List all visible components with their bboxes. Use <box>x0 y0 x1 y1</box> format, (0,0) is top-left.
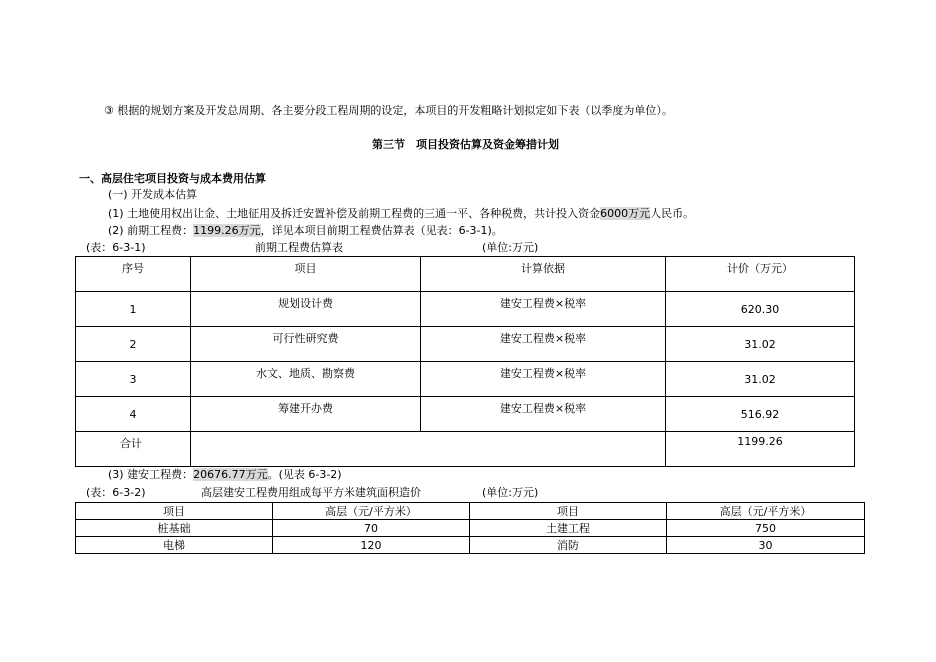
header-cell: 高层（元/平方米） <box>667 503 865 520</box>
land-cost-suffix: 人民币。 <box>650 207 695 220</box>
land-cost-amount: 6000万元 <box>600 207 651 220</box>
table-cell: 1 <box>76 292 191 327</box>
unit-cost-table <box>75 502 865 554</box>
total-label-cell: 合计 <box>76 432 191 467</box>
table-cell: 筹建开办费 <box>191 397 421 432</box>
preliminary-cost-prefix: (2) 前期工程费： <box>108 224 194 237</box>
table-cell: 120 <box>273 537 470 554</box>
table-total-row <box>76 432 855 467</box>
paragraph-land-cost <box>108 207 694 221</box>
header-cell: 项目 <box>191 257 421 292</box>
header-cell: 项目 <box>76 503 273 520</box>
table2-unit: (单位:万元) <box>482 486 539 499</box>
table-row <box>76 397 855 432</box>
header-cell: 高层（元/平方米） <box>273 503 470 520</box>
table-cell: 31.02 <box>666 327 855 362</box>
header-cell: 计价（万元） <box>666 257 855 292</box>
table1-label: (表：6-3-1) <box>86 241 146 254</box>
land-cost-prefix: (1) 土地使用权出让金、土地征用及拆迁安置补偿及前期工程费的三通一平、各种税费，共计投入资金 <box>108 207 601 220</box>
header-cell: 计算依据 <box>421 257 666 292</box>
table2-label: (表：6-3-2) <box>86 486 146 499</box>
construction-cost-prefix: (3) 建安工程费： <box>108 468 194 481</box>
table-cell: 750 <box>667 520 865 537</box>
table-row <box>76 537 865 554</box>
table-cell: 70 <box>273 520 470 537</box>
table-header-row <box>76 257 855 292</box>
paragraph-preliminary-cost <box>108 224 503 238</box>
table-cell: 规划设计费 <box>191 292 421 327</box>
heading-investment: 一、高层住宅项目投资与成本费用估算 <box>79 172 266 185</box>
section-title: 第三节 项目投资估算及资金筹措计划 <box>372 138 559 151</box>
table-cell: 2 <box>76 327 191 362</box>
total-value-cell: 1199.26 <box>666 432 855 467</box>
table-cell: 建安工程费×税率 <box>421 362 666 397</box>
table-cell: 4 <box>76 397 191 432</box>
table-cell: 30 <box>667 537 865 554</box>
preliminary-cost-suffix: ，详见本项目前期工程费估算表（见表：6-3-1)。 <box>260 224 503 237</box>
table-cell: 水文、地质、勘察费 <box>191 362 421 397</box>
heading-dev-cost: (一) 开发成本估算 <box>108 188 198 201</box>
header-cell: 项目 <box>470 503 667 520</box>
table-cell: 建安工程费×税率 <box>421 397 666 432</box>
table-cell: 土建工程 <box>470 520 667 537</box>
table-cell: 电梯 <box>76 537 273 554</box>
table2-title: 高层建安工程费用组成每平方米建筑面积造价 <box>201 486 421 499</box>
table-cell: 建安工程费×税率 <box>421 292 666 327</box>
table-header-row <box>76 503 865 520</box>
table-cell: 3 <box>76 362 191 397</box>
table-cell: 消防 <box>470 537 667 554</box>
paragraph-construction-cost <box>108 468 342 482</box>
table-row <box>76 362 855 397</box>
construction-cost-amount: 20676.77万元 <box>193 468 268 481</box>
preliminary-cost-table <box>75 256 855 467</box>
table-row <box>76 292 855 327</box>
table-cell: 桩基础 <box>76 520 273 537</box>
table1-unit: (单位:万元) <box>482 241 539 254</box>
table-row <box>76 520 865 537</box>
header-cell: 序号 <box>76 257 191 292</box>
table-cell: 可行性研究费 <box>191 327 421 362</box>
construction-cost-suffix: 。(见表 6-3-2) <box>267 468 342 481</box>
table-row <box>76 327 855 362</box>
table-cell: 31.02 <box>666 362 855 397</box>
table-cell: 620.30 <box>666 292 855 327</box>
table-cell: 516.92 <box>666 397 855 432</box>
table-cell: 建安工程费×税率 <box>421 327 666 362</box>
intro-line: ③ 根据的规划方案及开发总周期、各主要分段工程周期的设定，本项目的开发粗略计划拟定如下表（以季度为单位）。 <box>104 104 673 117</box>
table1-title: 前期工程费估算表 <box>255 241 343 254</box>
total-empty-cell <box>191 432 666 467</box>
preliminary-cost-amount: 1199.26万元 <box>193 224 261 237</box>
